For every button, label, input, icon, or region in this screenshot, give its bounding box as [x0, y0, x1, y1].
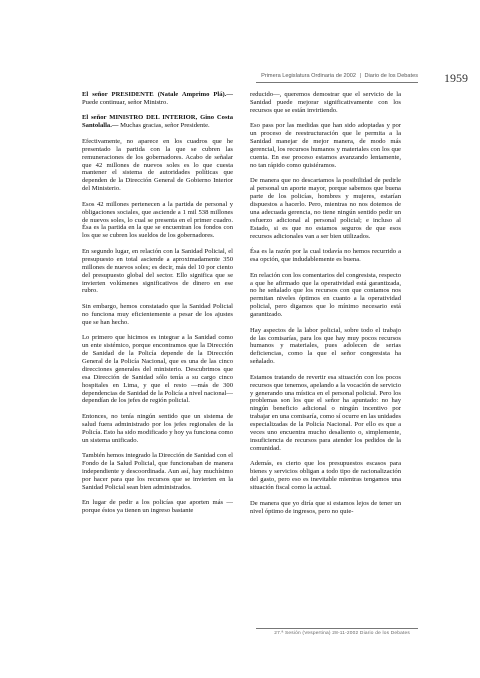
- paragraph-text: También hemos integrado la Dirección de Sanidad con el Fondo de la Salud Policial, que funcionaban de manera independiente y descoordinada. Aun así, hay muchísimo por hacer para que los recursos que se invierten en la Sanidad Policial sean bien administrados.: [82, 452, 233, 491]
- publication-label: Diario de los Debates: [364, 73, 418, 79]
- speaker-name: El señor MINISTRO DEL INTERIOR, Gino Costa Santolalla.—: [82, 114, 233, 130]
- paragraph: En relación con los comentarios del congresista, respecto a que he afirmado que la operatividad está garantizada, no he señalado que los recursos con que contamos nos permitan niveles óptimos en cuanto a la operatividad policial, pero digamos que lo mínimo necesario está garantizado.: [250, 271, 401, 319]
- paragraph: [82, 91, 233, 107]
- paragraph: Además, es cierto que los presupuestos escasos para bienes y servicios obligan a todo tipo de racionalización del gasto, pero eso es inevitable mientras tengamos una situación fiscal como la actual.: [250, 460, 401, 492]
- paragraph-text: Muchas gracias, señor Presidente.: [118, 122, 210, 130]
- running-header: [261, 73, 418, 79]
- paragraph: [82, 248, 233, 295]
- paragraph: [82, 452, 233, 492]
- paragraph: Hay aspectos de la labor policial, sobre todo el trabajo de las comisarías, para los que hay muy pocos recursos humanos y materiales, pues adolecen de serias deficiencias, como la que el señor congresista ha señalado.: [250, 326, 401, 366]
- paragraph: Ésa es la razón por la cual todavía no hemos recurrido a esa opción, que indudablemente es buena.: [250, 248, 401, 264]
- header-rule: [256, 82, 418, 83]
- right-column: [250, 91, 401, 627]
- paragraph: [82, 413, 233, 445]
- left-column: [82, 91, 233, 627]
- body-columns: [82, 91, 401, 627]
- paragraph-text: En lugar de pedir a los policías que aporten más —porque éstos ya tienen un ingreso bastante: [82, 499, 233, 515]
- footer-text: 27.ª Sesión (Vespertina) 28-11-2002 Diario de los Debates: [274, 631, 410, 636]
- paragraph-text: Esos 42 millones pertenecen a la partida de personal y obligaciones sociales, que asciende a 1 mil 538 millones de nuevos soles, lo cual se presenta en el primer cuadro. Ésa es la partida en la que se encuentran los fondos con los que se cubren los sueldos de los gobernadores.: [82, 200, 233, 240]
- paragraph: reducido—, queremos demostrar que el servicio de la Sanidad puede mejorar significativamente con los recursos que se están invirtiendo.: [250, 91, 401, 114]
- paragraph: De manera que yo diría que si estamos lejos de tener un nivel óptimo de ingresos, pero no quie-: [250, 499, 401, 515]
- paragraph-text: Lo primero que hicimos es integrar a la Sanidad como un ente sistémico, porque encontramos que la Dirección de Sanidad de la Policía depende de la Dirección General de la Policía Nacional, que es una de las cinco direcciones generales del ministerio. Descubrimos que esa Dirección de Sanidad sólo tenía a su cargo cinco hospitales en Lima, y que el resto —más de 300 dependencias de Sanidad de la Policía a nivel nacional— dependían de los jefes de región policial.: [82, 334, 233, 405]
- page-footer: [0, 628, 480, 642]
- paragraph-text: Efectivamente, no aparece en los cuadros que he presentado la partida con la que se cubren las remuneraciones de los gobernadores. Acabo de señalar que 42 millones de nuevos soles es lo que cuesta mantener el sistema de autoridades políticas que dependen de la Dirección General de Gobierno Interior del Ministerio.: [82, 137, 233, 193]
- speaker-name: El señor PRESIDENTE (Natale Amprimo Plá).—: [82, 91, 233, 98]
- paragraph: De manera que no descartamos la posibilidad de pedirle al personal un aporte mayor, porque sabemos que buena parte de los policías, hombres y mujeres, estarían dispuestos a hacerlo. Pero, mientras no nos dotemos de una adecuada gerencia, no tiene ningún sentido pedir un esfuerzo adicional al personal policial; e incluso al Estado, si es que no estamos seguros de que esos recursos adicionales van a ser bien utilizados.: [250, 177, 401, 240]
- paragraph-text: Entonces, no tenía ningún sentido que un sistema de salud fuera administrado por los jefes regionales de la Policía. Esto ha sido modificado y hoy ya funciona como un sistema unificado.: [82, 412, 233, 444]
- paragraph: [82, 499, 233, 515]
- paragraph: [82, 114, 233, 130]
- paragraph: Estamos tratando de revertir esa situación con los pocos recursos que tenemos, apelando a la vocación de servicio y generando una mística en el personal policial. Pero los problemas son los que el señor ha apuntado: no hay ningún beneficio adicional o ningún incentivo por trabajar en una comisaría, como sí ocurre en las unidades especializadas de la Policía Nacional. Por ello es que a veces uno encuentra mucho desaliento o, simplemente, insuficiencia de recursos para atender los pedidos de la comunidad.: [250, 373, 401, 452]
- paragraph-text: Sin embargo, hemos constatado que la Sanidad Policial no funciona muy eficientemente a pesar de los ajustes que se han hecho.: [82, 302, 233, 326]
- paragraph: [82, 334, 233, 405]
- paragraph: [82, 201, 233, 241]
- paragraph: [82, 303, 233, 327]
- footer-rule: [256, 628, 418, 629]
- header-separator: |: [359, 73, 361, 79]
- paragraph: Eso pass por las medidas que han sido adoptadas y por un proceso de reestructuración que le permita a la Sanidad manejar de mejor manera, de modo más gerencial, los recursos humanos y materiales con los que cuenta. En ese proceso estamos avanzando lentamente, no tan rápido como quisiéramos.: [250, 122, 401, 169]
- legislature-label: Primera Legislatura Ordinaria de 2002: [261, 73, 356, 79]
- paragraph-text: En segundo lugar, en relación con la Sanidad Policial, el presupuesto en total asciende a aproximadamente 350 millones de nuevos soles; es decir, más del 10 por ciento del presupuesto global del sector. Ello significa que se invierten volúmenes significativos de dinero en ese rubro.: [82, 247, 233, 295]
- paragraph: [82, 138, 233, 193]
- page-number: 1959: [444, 71, 468, 85]
- page-header: [0, 0, 480, 86]
- paragraph-text: Puede continuar, señor Ministro.: [82, 98, 168, 106]
